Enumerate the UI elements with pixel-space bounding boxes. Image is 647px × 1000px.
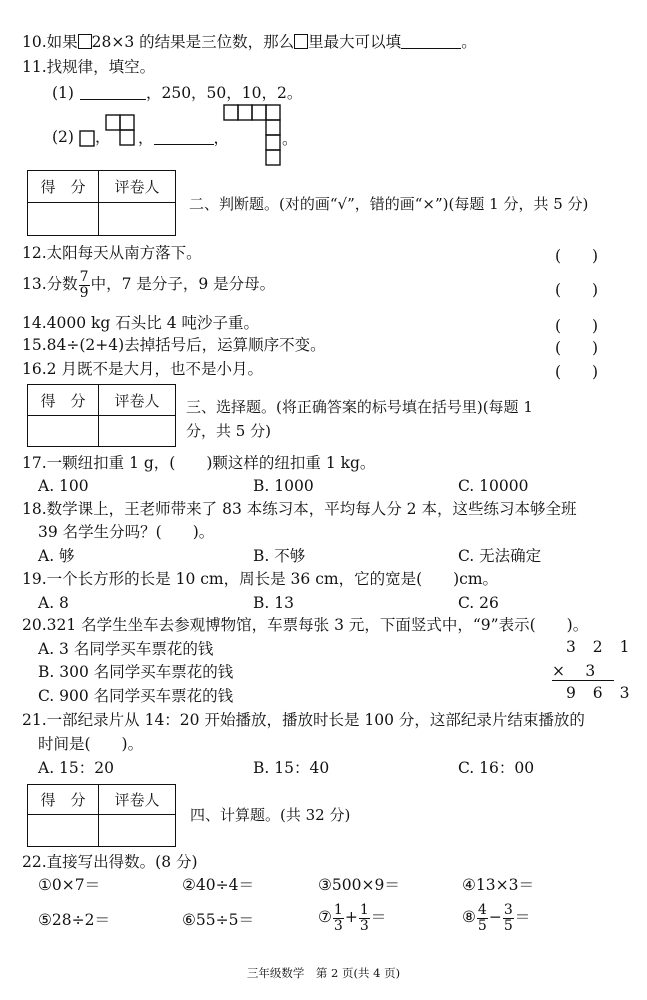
option-c[interactable]: C. 10000 xyxy=(458,477,529,495)
option-c[interactable]: C. 无法确定 xyxy=(458,547,542,565)
option-a[interactable]: A. 够 xyxy=(38,547,75,565)
calc-item-5[interactable]: ⑤28÷2＝ xyxy=(38,911,110,929)
question-21-line2: 时间是( )。 xyxy=(38,735,144,753)
option-b[interactable]: B. 13 xyxy=(253,594,294,612)
option-b[interactable]: B. 15：40 xyxy=(253,759,330,777)
score-table: 得 分 评卷人 xyxy=(27,170,176,236)
grader-cell[interactable] xyxy=(99,416,176,447)
question-21-line1: 21.一部纪录片从 14：20 开始播放，播放时长是 100 分，这部纪录片结束播放的 xyxy=(22,711,585,729)
option-a[interactable]: A. 100 xyxy=(38,477,89,495)
option-a[interactable]: A. 15：20 xyxy=(38,759,114,777)
pattern-end: 。 xyxy=(282,130,298,148)
calc-item-3[interactable]: ③500×9＝ xyxy=(318,876,400,894)
section-2-title: 二、判断题。(对的画“√”，错的画“×”)(每题 1 分，共 5 分) xyxy=(189,195,589,213)
calc-item-8[interactable]: ⑧ $\frac{4}{5}$ − $\frac{3}{5}$ ＝ xyxy=(462,902,531,934)
question-11-part1: (1) ，250，50，10，2。 xyxy=(52,84,303,102)
blank-square xyxy=(78,34,92,49)
fraction: $\frac{3}{5}$ xyxy=(503,902,513,934)
pattern-seven-squares xyxy=(224,105,280,165)
calc-item-6[interactable]: ⑥55÷5＝ xyxy=(182,911,254,929)
grader-cell[interactable] xyxy=(99,815,176,847)
question-18-line2: 39 名学生分吗？( )。 xyxy=(38,523,215,541)
question-17: 17.一颗纽扣重 1 g，( )颗这样的纽扣重 1 kg。 xyxy=(22,454,376,472)
score-cell[interactable] xyxy=(28,203,99,236)
option-a[interactable]: A. 8 xyxy=(38,594,69,612)
score-table: 得 分 评卷人 xyxy=(27,384,176,447)
blank-square xyxy=(294,34,308,49)
answer-paren[interactable]: ( ) xyxy=(555,317,599,335)
question-15: 15.84÷(2+4)去掉括号后，运算顺序不变。 xyxy=(22,336,326,354)
question-19: 19.一个长方形的长是 10 cm，周长是 36 cm，它的宽是( )cm。 xyxy=(22,570,499,588)
vertical-calc-line2: × 3 xyxy=(552,662,596,680)
option-c[interactable]: C. 16：00 xyxy=(458,759,535,777)
option-b[interactable]: B. 不够 xyxy=(253,547,306,565)
vertical-calc-rule xyxy=(552,680,614,681)
pattern-separator: ， xyxy=(95,128,111,146)
question-16: 16.2 月既不是大月，也不是小月。 xyxy=(22,360,263,378)
pattern-one-square xyxy=(80,131,94,146)
fraction: $\frac{1}{3}$ xyxy=(359,902,369,934)
option-b[interactable]: B. 300 名同学买车票花的钱 xyxy=(38,663,234,681)
calc-item-4[interactable]: ④13×3＝ xyxy=(462,876,534,894)
answer-paren[interactable]: ( ) xyxy=(555,281,599,299)
question-11: 11.找规律，填空。 xyxy=(22,58,156,76)
score-table: 得 分 评卷人 xyxy=(27,784,176,847)
answer-paren[interactable]: ( ) xyxy=(555,339,599,357)
answer-blank[interactable] xyxy=(401,32,461,49)
question-14: 14.4000 kg 石头比 4 吨沙子重。 xyxy=(22,314,259,332)
answer-paren[interactable]: ( ) xyxy=(555,247,599,265)
section-3-title-line2: 分，共 5 分) xyxy=(186,422,271,440)
grader-cell[interactable] xyxy=(99,203,176,236)
fraction: $\frac{4}{5}$ xyxy=(477,902,487,934)
question-12: 12.太阳每天从南方落下。 xyxy=(22,244,202,262)
fraction: $\frac{7}{9}$ xyxy=(79,269,89,301)
calc-item-1[interactable]: ①0×7＝ xyxy=(38,876,101,894)
question-18-line1: 18.数学课上，王老师带来了 83 本练习本，平均每人分 2 本，这些练习本够全班 xyxy=(22,500,577,518)
option-b[interactable]: B. 1000 xyxy=(253,477,314,495)
answer-paren[interactable]: ( ) xyxy=(555,363,599,381)
question-11-part2: (2) xyxy=(52,128,74,146)
question-13: 13.分数 $\frac{7}{9}$ 中，7 是分子，9 是分母。 xyxy=(22,269,276,301)
question-10: 10.如果 28×3 的结果是三位数，那么 里最大可以填 。 xyxy=(22,33,477,51)
fraction: $\frac{1}{3}$ xyxy=(333,902,343,934)
answer-blank[interactable] xyxy=(154,128,214,145)
calc-item-2[interactable]: ②40÷4＝ xyxy=(182,876,254,894)
vertical-calc-result: 9 6 3 xyxy=(566,684,636,702)
vertical-calc-line1: 3 2 1 xyxy=(566,638,636,656)
option-c[interactable]: C. 26 xyxy=(458,594,499,612)
pattern-separator: ， ， xyxy=(138,129,230,147)
calc-item-7[interactable]: ⑦ $\frac{1}{3}$ + $\frac{1}{3}$ ＝ xyxy=(318,902,387,934)
option-c[interactable]: C. 900 名同学买车票花的钱 xyxy=(38,687,234,705)
section-4-title: 四、计算题。(共 32 分) xyxy=(190,806,351,824)
question-22: 22.直接写出得数。(8 分) xyxy=(22,853,198,871)
option-a[interactable]: A. 3 名同学买车票花的钱 xyxy=(38,640,214,658)
page-footer: 三年级数学 第 2 页(共 4 页) xyxy=(246,966,401,980)
section-3-title-line1: 三、选择题。(将正确答案的标号填在括号里)(每题 1 xyxy=(186,398,533,416)
score-cell[interactable] xyxy=(28,815,99,847)
question-20: 20.321 名学生坐车去参观博物馆，车票每张 3 元，下面竖式中，“9”表示( )。 xyxy=(22,616,589,634)
score-cell[interactable] xyxy=(28,416,99,447)
